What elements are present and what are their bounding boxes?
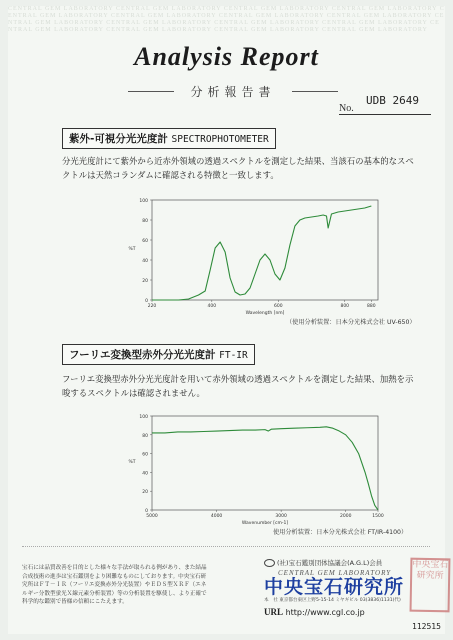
subtitle-row <box>128 83 338 99</box>
watermark-text: CENTRAL GEM LABORATORY CENTRAL GEM LABORATORY CENTRAL GEM LABORATORY CENTRAL GEM LABORATORY CENTRAL GEM LABORATORY CENTRAL GEM LABORATORY CENTRAL GEM LABORATORY CENTRAL GEM LABORATORY CENTRAL GEM LABORATORY CENTRAL GEM LABORATORY CENTRAL GEM LABORATORY CENTRAL GEM LABORATORY CENTRAL GEM LABORATORY CENTRAL GEM LABORATORY CENTRAL GEM LABORATORY CENTRAL GEM LABORATORY <box>8 6 445 33</box>
y-tick-label: 60 <box>142 239 148 244</box>
y-tick-label: 40 <box>142 259 148 264</box>
url-label: URL <box>264 607 284 617</box>
uv-heading-jp: 紫外-可視分光光度計 <box>69 133 168 145</box>
y-tick-label: 0 <box>145 299 148 304</box>
logo-japanese: 中央宝石研究所 <box>264 576 405 598</box>
y-tick-label: 100 <box>139 199 148 204</box>
plot-frame <box>152 200 378 300</box>
certificate-serial: 112515 <box>412 622 441 631</box>
ir-spectrum-chart <box>126 410 386 526</box>
footer-disclaimer: 宝石には品質改善を目的とした様々な手法が取られる例があり、また結晶合成技術の進歩は宝石鑑別をより困難なものにしております。中央宝石研究所はＦＴ－ＩＲ（フーリエ変換赤外分光装置）やＥＤＳ型ＸＲＦ（エネルギー分散型蛍光Ｘ線元素分析装置）等の分析装置を駆使し、より正確で科学的な鑑別で皆様の信頼にこたえます。 <box>22 565 207 606</box>
x-tick-label: 1500 <box>372 514 384 519</box>
x-axis-label: Wavelength [nm] <box>245 311 285 316</box>
y-axis-label: %T <box>128 460 136 465</box>
head-office-address: 本 社 東京都台東区上野5-15-14 ミヤギビル 03(3836)1131(代) <box>264 598 401 603</box>
uv-heading-en: SPECTROPHOTOMETER <box>171 134 269 145</box>
subtitle-rule-right <box>292 91 338 92</box>
y-tick-label: 100 <box>139 415 148 420</box>
ir-section-heading <box>62 344 255 365</box>
x-tick-label: 880 <box>367 304 376 309</box>
logo-english: CENTRAL GEM LABORATORY <box>278 569 392 577</box>
y-axis-label: %T <box>128 247 136 252</box>
url-text[interactable]: http://www.cgl.co.jp <box>285 608 365 617</box>
report-no-label: No. <box>339 103 431 115</box>
x-tick-label: 800 <box>340 304 350 309</box>
x-tick-label: 600 <box>273 304 283 309</box>
ir-caption: 使用分析装置：日本分光株式会社 FT/IR-4100） <box>273 529 408 536</box>
report-sheet <box>8 6 449 634</box>
y-tick-label: 60 <box>142 452 148 458</box>
x-axis-label: Wavenumber [cm-1] <box>241 521 289 526</box>
x-tick-label: 4000 <box>210 514 223 519</box>
footer-divider <box>22 546 430 547</box>
y-tick-label: 20 <box>142 490 148 496</box>
x-tick-label: 220 <box>147 304 157 309</box>
y-tick-label: 20 <box>142 279 148 284</box>
ir-paragraph: フーリエ変換型赤外分光光度計を用いて赤外領域の透過スペクトルを測定した結果、加熱を示唆するスペクトルは確認されません。 <box>62 374 414 398</box>
report-number: UDB 2649 <box>366 94 419 107</box>
ir-heading-jp: フーリエ変換型赤外分光光度計 <box>69 349 216 361</box>
x-tick-label: 2000 <box>339 514 352 519</box>
y-tick-label: 40 <box>142 471 148 477</box>
y-tick-label: 80 <box>142 433 148 439</box>
lab-seal-stamp: 中央宝石研究所 <box>410 558 451 613</box>
ir-heading-en: FT-IR <box>219 350 248 361</box>
y-tick-label: 0 <box>145 509 148 514</box>
association-member <box>264 558 382 567</box>
y-tick-label: 80 <box>142 219 148 224</box>
spectrum-series-line <box>152 427 378 510</box>
uv-paragraph: 分光光度計にて紫外から近赤外領域の透過スペクトルを測定した結果、当該石の基本的なスペクトルは天然コランダムに確認される特徴と一致します。 <box>62 156 414 180</box>
agl-mark-icon <box>264 559 275 567</box>
report-title: Analysis Report <box>134 42 319 71</box>
website-url[interactable] <box>264 607 365 617</box>
x-tick-label: 3000 <box>275 514 287 519</box>
association-text: (社)宝石鑑別団体協議会(A.G.L)会員 <box>277 559 383 567</box>
report-subtitle: 分析報告書 <box>190 85 276 99</box>
uv-section-heading <box>62 128 276 149</box>
x-tick-label: 400 <box>207 304 217 309</box>
uv-caption: （使用分析装置：日本分光株式会社 UV-650） <box>286 319 416 326</box>
uv-spectrum-chart <box>126 194 386 316</box>
spectrum-series-line <box>152 206 371 300</box>
x-tick-label: 5000 <box>146 514 158 519</box>
